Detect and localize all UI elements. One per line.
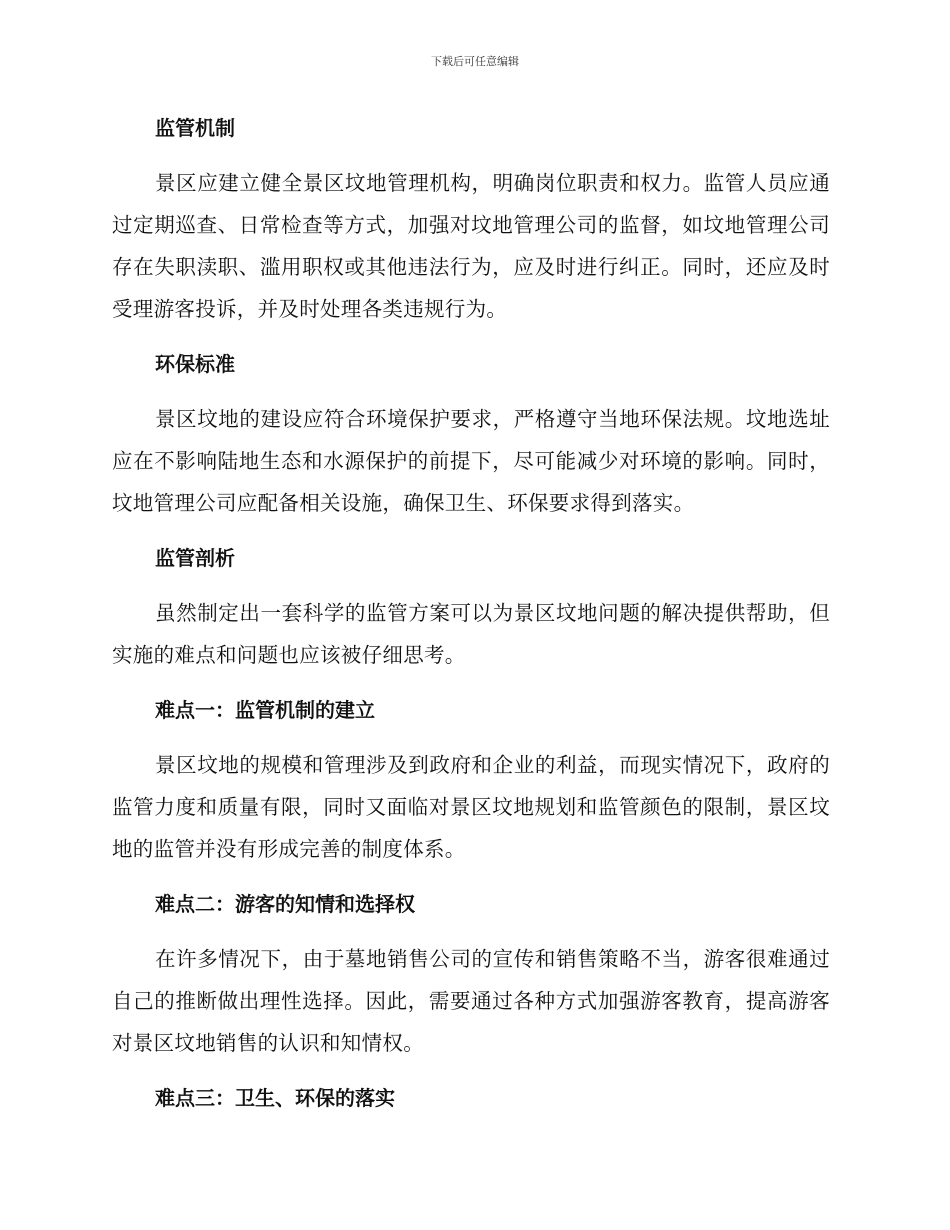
header-note: 下载后可任意编辑 (431, 55, 519, 68)
paragraph-difficulty-two: 在许多情况下，由于墓地销售公司的宣传和销售策略不当，游客很难通过自己的推断做出理性选择。因此，需要通过各种方式加强游客教育，提高游客对景区坟地销售的认识和知情权。 (112, 947, 830, 1055)
paragraph-supervision-analysis: 虽然制定出一套科学的监管方案可以为景区坟地问题的解决提供帮助，但实施的难点和问题也应该被仔细思考。 (112, 601, 830, 667)
section-title-supervision-analysis: 监管剖析 (155, 546, 235, 570)
document-body (112, 108, 830, 1132)
section-title-difficulty-three: 难点三：卫生、环保的落实 (155, 1086, 395, 1110)
paragraph-environmental-standards: 景区坟地的建设应符合环境保护要求，严格遵守当地环保法规。坟地选址应在不影响陆地生态和水源保护的前提下，尽可能减少对环境的影响。同时，坟地管理公司应配备相关设施，确保卫生、环保要求得到落实。 (112, 407, 830, 515)
section-title-difficulty-two: 难点二：游客的知情和选择权 (155, 892, 415, 916)
paragraph-supervision-mechanism: 景区应建立健全景区坟地管理机构，明确岗位职责和权力。监管人员应通过定期巡查、日常检查等方式，加强对坟地管理公司的监督，如坟地管理公司存在失职渎职、滥用职权或其他违法行为，应及时进行纠正。同时，还应及时受理游客投诉，并及时处理各类违规行为。 (112, 171, 830, 321)
section-title-supervision-mechanism: 监管机制 (155, 116, 235, 140)
paragraph-difficulty-one: 景区坟地的规模和管理涉及到政府和企业的利益，而现实情况下，政府的监管力度和质量有限，同时又面临对景区坟地规划和监管颜色的限制，景区坟地的监管并没有形成完善的制度体系。 (112, 753, 830, 861)
section-title-difficulty-one: 难点一：监管机制的建立 (155, 698, 375, 722)
section-title-environmental-standards: 环保标准 (155, 352, 235, 376)
